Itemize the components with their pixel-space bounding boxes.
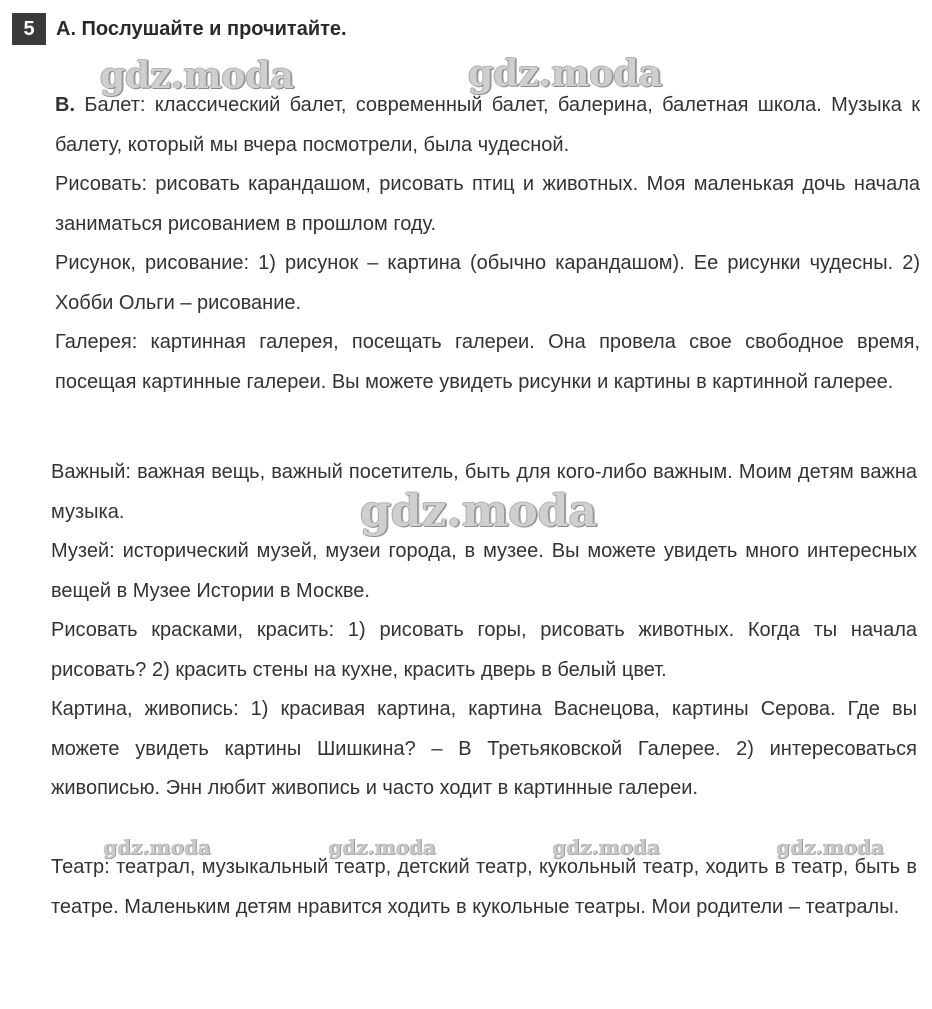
watermark-logo: gdz.moda: [776, 835, 884, 859]
task-a-heading: А. Послушайте и прочитайте.: [56, 18, 347, 40]
paragraph-drawing: Рисунок, рисование: 1) рисунок – картина (обычно карандашом). Ее рисунки чудесны. 2) Хобби Ольги – рисование.: [55, 252, 920, 314]
watermark-logo: gdz.moda: [100, 55, 294, 97]
paragraph-important: Важный: важная вещь, важный посетитель, быть для кого-либо важным. Моим детям важна музыка.: [51, 461, 917, 523]
watermark-logo: gdz.moda: [328, 835, 436, 859]
paragraph-paint: Рисовать красками, красить: 1) рисовать горы, рисовать животных. Когда ты начала рисовать? 2) красить стены на кухне, красить дверь в белый цвет.: [51, 619, 917, 681]
paragraph-painting: Картина, живопись: 1) красивая картина, картина Васнецова, картины Серова. Где вы можете увидеть картины Шишкина? – В Третьяковской Галерее. 2) интересоваться живописью. Энн любит живопись и часто ходит в картинные галереи.: [51, 698, 917, 799]
paragraph-ballet-text: Балет: классический балет, современный балет, балерина, балетная школа. Музыка к балету, который мы вчера посмотрели, была чудесной.: [55, 94, 920, 156]
watermark-logo: gdz.moda: [552, 835, 660, 859]
paragraph-ballet: [55, 86, 920, 165]
exercise-number-badge: 5: [12, 13, 46, 45]
task-b-label: В.: [55, 94, 75, 116]
paragraph-gallery: Галерея: картинная галерея, посещать галереи. Она провела свое свободное время, посещая картинные галереи. Вы можете увидеть рисунки и картины в картинной галерее.: [55, 331, 920, 393]
paragraph-draw: Рисовать: рисовать карандашом, рисовать птиц и животных. Моя маленькая дочь начала заниматься рисованием в прошлом году.: [55, 173, 920, 235]
watermark-logo: gdz.moda: [360, 486, 598, 537]
paragraph-museum: Музей: исторический музей, музеи города, в музее. Вы можете увидеть много интересных вещей в Музее Истории в Москве.: [51, 540, 917, 602]
watermark-logo: gdz.moda: [103, 835, 211, 859]
watermark-logo: gdz.moda: [468, 53, 662, 95]
paragraph-theatre: Театр: театрал, музыкальный театр, детский театр, кукольный театр, ходить в театр, быть в театре. Маленьким детям нравится ходить в кукольные театры. Мои родители – театралы.: [51, 856, 917, 918]
